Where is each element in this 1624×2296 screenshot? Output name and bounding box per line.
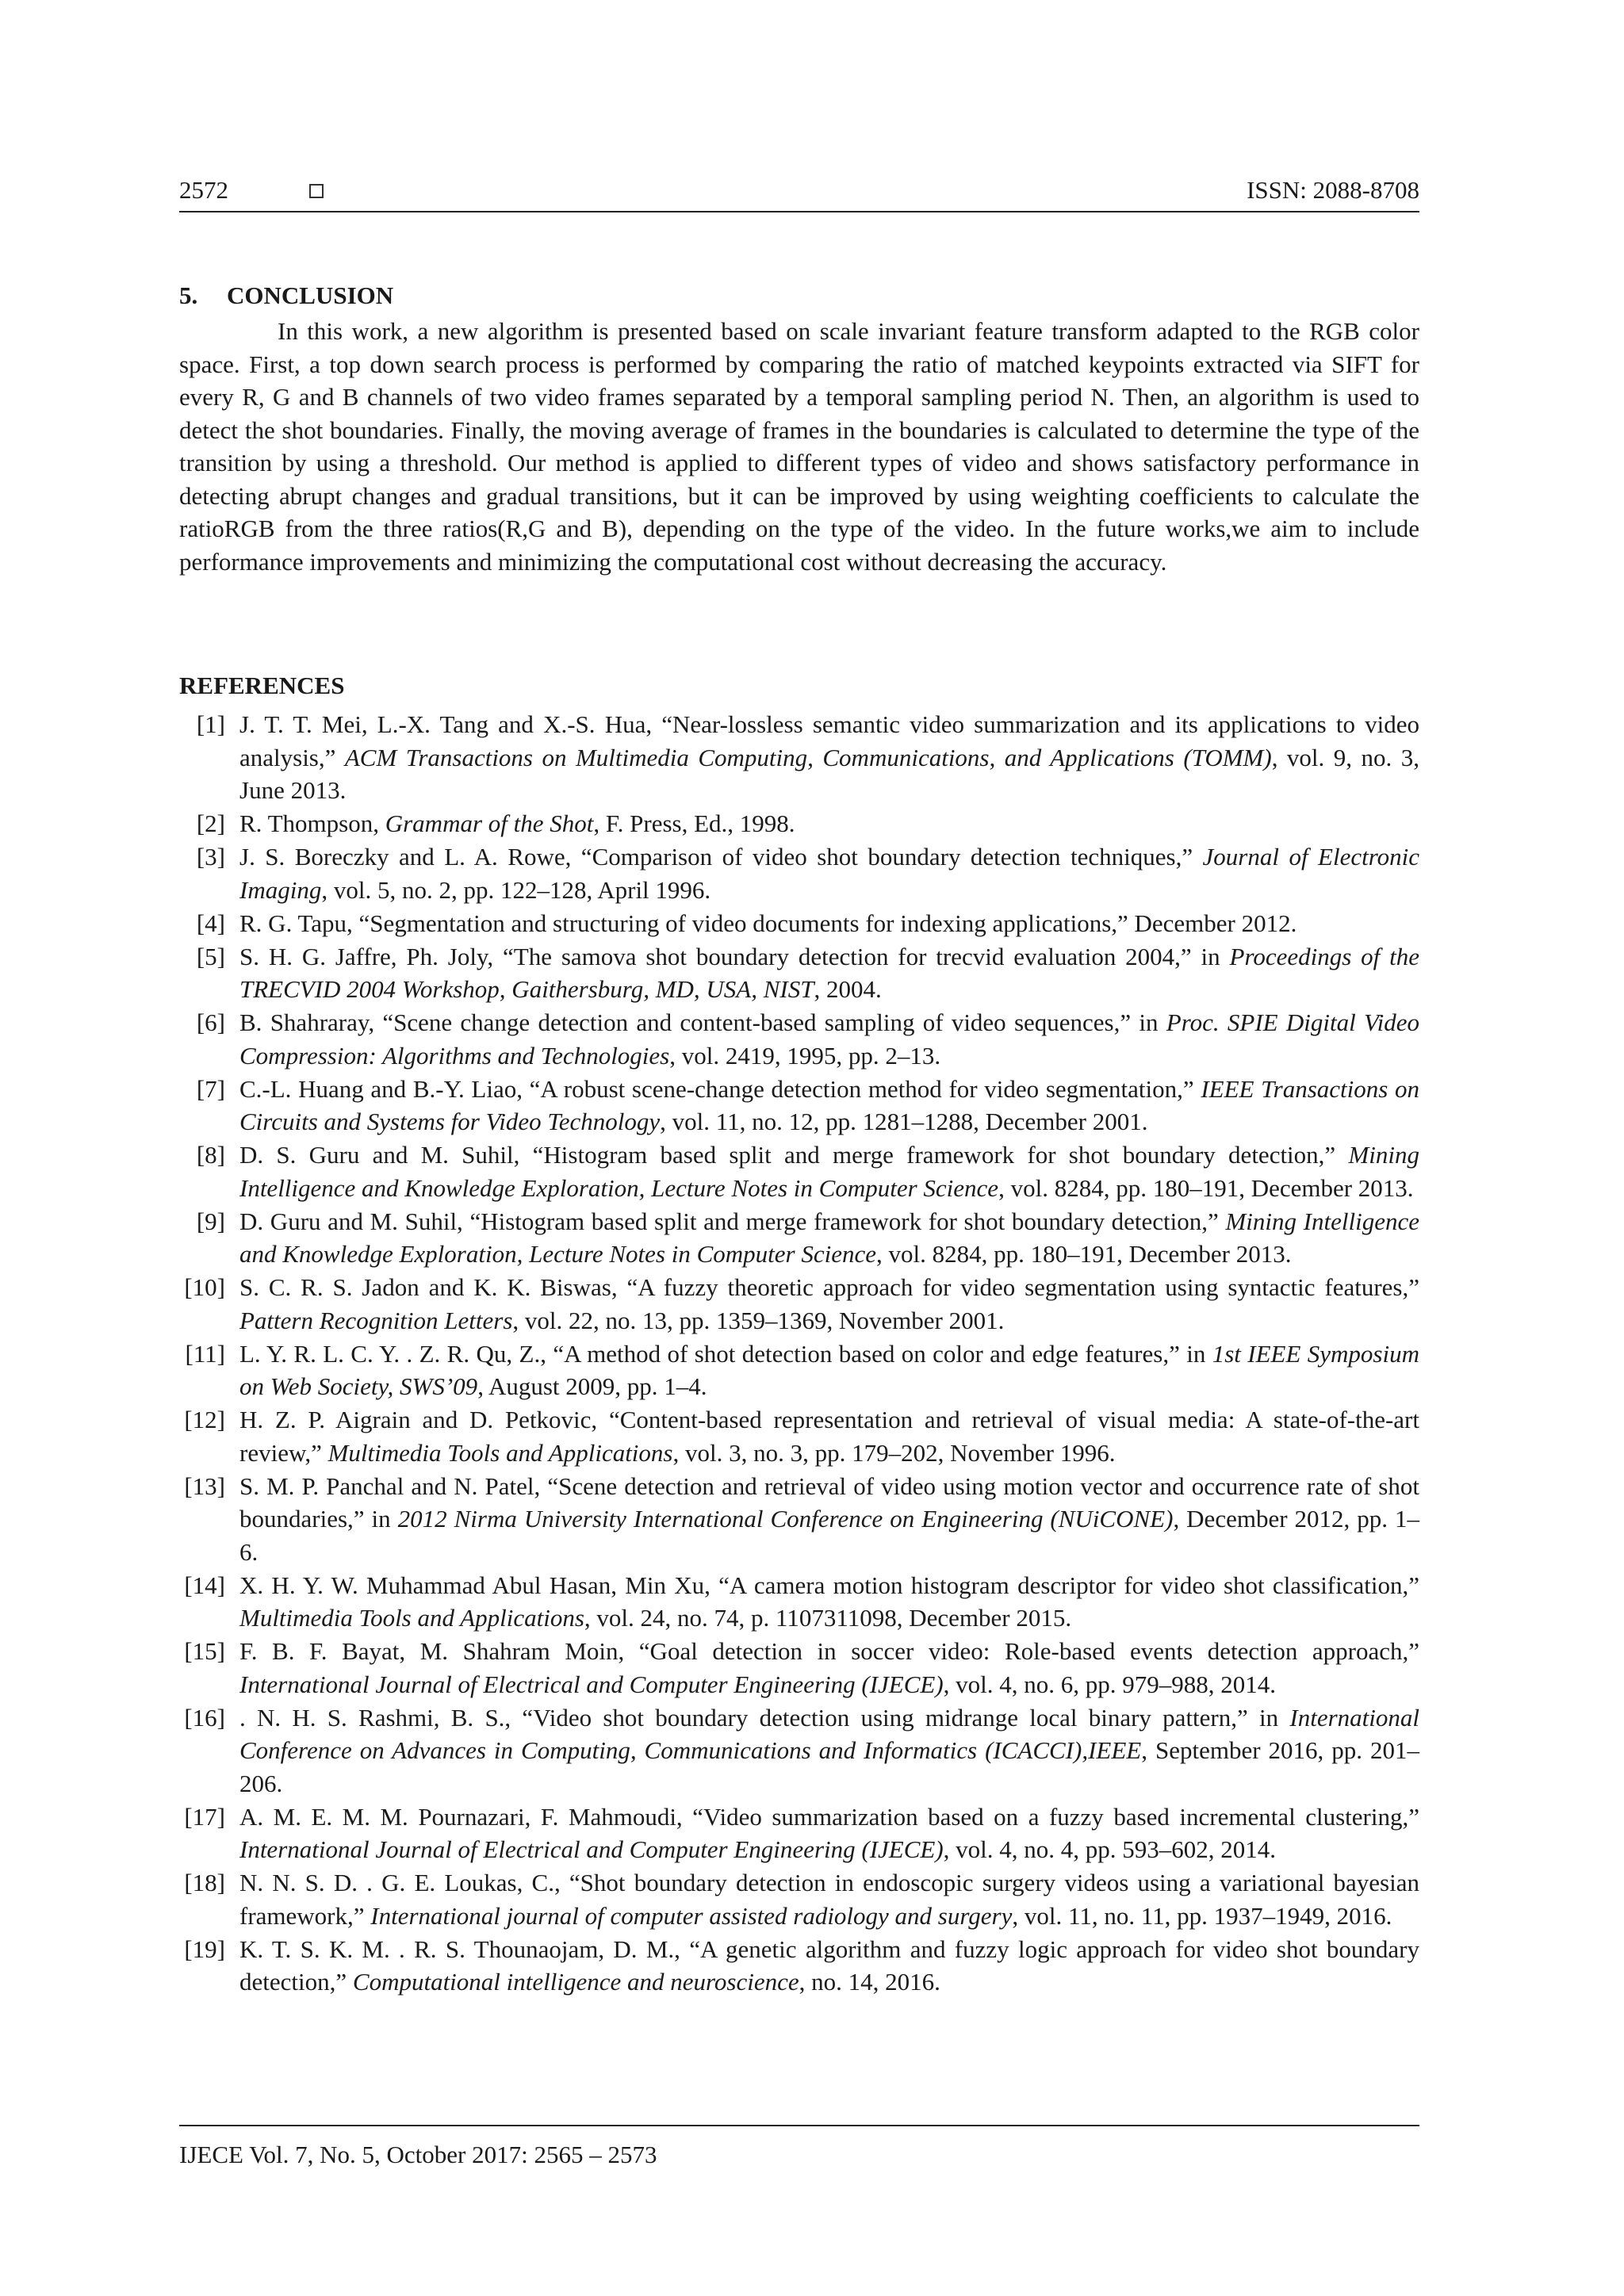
reference-authors-title: C.-L. Huang and B.-Y. Liao, “A robust scene-change detection method for video segmentation,” [239, 1074, 1201, 1103]
reference-details: , 2004. [814, 975, 882, 1003]
reference-venue: Multimedia Tools and Applications [327, 1438, 673, 1467]
reference-venue: Journal of Electronic Imaging [239, 843, 1419, 904]
reference-text [239, 710, 1419, 804]
reference-item [179, 807, 1419, 840]
reference-text [239, 1869, 1419, 1930]
reference-venue: Proceedings of the TRECVID 2004 Workshop, Gaithersburg, MD, USA, NIST [239, 942, 1420, 1003]
reference-number: [10] [184, 1273, 225, 1301]
page-number: 2572 [179, 176, 228, 204]
reference-authors-title: B. Shahraray, “Scene change detection and content-based sampling of video sequences,” in [239, 1008, 1166, 1036]
reference-number: [8] [196, 1141, 225, 1169]
page-header [179, 176, 1419, 212]
reference-details: , vol. 5, no. 2, pp. 122–128, April 1996. [321, 875, 711, 904]
reference-details: , vol. 4, no. 4, pp. 593–602, 2014. [943, 1835, 1277, 1863]
reference-text [239, 1075, 1419, 1136]
reference-authors-title: J. T. T. Mei, L.-X. Tang and X.-S. Hua, “Near-lossless semantic video summarization and its applications to video analysis,” [239, 710, 1419, 771]
reference-details: , August 2009, pp. 1–4. [477, 1372, 707, 1400]
reference-number: [4] [196, 909, 225, 937]
reference-number: [1] [196, 710, 225, 738]
reference-text [239, 843, 1419, 904]
reference-number: [14] [184, 1571, 225, 1599]
reference-venue: ACM Transactions on Multimedia Computing, Communications, and Applications (TOMM) [344, 743, 1272, 771]
section-title: CONCLUSION [227, 281, 394, 309]
reference-item [179, 1569, 1419, 1635]
reference-details: , vol. 3, no. 3, pp. 179–202, November 1996. [672, 1438, 1116, 1467]
reference-authors-title: S. C. R. S. Jadon and K. K. Biswas, “A fuzzy theoretic approach for video segmentation using syntactic features,” [239, 1273, 1419, 1301]
reference-text [239, 1637, 1419, 1698]
reference-number: [13] [184, 1471, 225, 1500]
reference-authors-title: L. Y. R. L. C. Y. . Z. R. Qu, Z., “A method of shot detection based on color and edge features,” in [239, 1339, 1212, 1368]
reference-item [179, 1271, 1419, 1337]
conclusion-paragraph: In this work, a new algorithm is presented based on scale invariant feature transform adapted to the RGB color space. First, a top down search process is performed by comparing the ratio of matched keypoints extracted via SIFT for every R, G and B channels of two video frames separated by a temporal sampling period N. Then, an algorithm is used to detect the shot boundaries. Finally, the moving average of frames in the boundaries is calculated to determine the type of the transition by using a threshold. Our method is applied to different types of video and shows satisfactory performance in detecting abrupt changes and gradual transitions, but it can be improved by using weighting coefficients to calculate the ratioRGB from the three ratios(R,G and B), depending on the type of the video. In the future works,we aim to include performance improvements and minimizing the computational cost without decreasing the accuracy. [179, 317, 1419, 576]
reference-text [239, 1571, 1419, 1632]
footer-citation: IJECE Vol. 7, No. 5, October 2017: 2565 – 2573 [179, 2141, 657, 2168]
reference-number: [5] [196, 942, 225, 970]
reference-authors-title: X. H. Y. W. Muhammad Abul Hasan, Min Xu, “A camera motion histogram descriptor for video shot classification,” [239, 1571, 1419, 1599]
reference-authors-title: H. Z. P. Aigrain and D. Petkovic, “Content-based representation and retrieval of visual media: A state-of-the-art review,” [239, 1406, 1419, 1467]
reference-item [179, 708, 1419, 807]
reference-text [239, 1008, 1419, 1070]
page-footer [179, 2125, 1419, 2168]
reference-details: , vol. 8284, pp. 180–191, December 2013. [998, 1173, 1414, 1202]
reference-authors-title: D. S. Guru and M. Suhil, “Histogram based split and merge framework for shot boundary detection,” [239, 1141, 1349, 1169]
conclusion-heading [179, 281, 393, 310]
reference-venue: 2012 Nirma University International Conference on Engineering (NUiCONE) [397, 1505, 1174, 1533]
reference-text [239, 1935, 1419, 1996]
reference-item [179, 1701, 1419, 1800]
reference-text [239, 943, 1419, 1004]
references-heading: REFERENCES [179, 672, 345, 699]
reference-text [239, 1472, 1419, 1566]
reference-venue: Pattern Recognition Letters [239, 1306, 513, 1334]
reference-venue: Proc. SPIE Digital Video Compression: Algorithms and Technologies [239, 1008, 1419, 1070]
reference-item [179, 1933, 1419, 1999]
reference-details: , vol. 22, no. 13, pp. 1359–1369, November 2001. [512, 1306, 1005, 1334]
reference-item [179, 940, 1419, 1006]
reference-number: [9] [196, 1207, 225, 1235]
reference-text [239, 1273, 1419, 1334]
reference-text [239, 809, 795, 837]
reference-number: [17] [184, 1802, 225, 1831]
reference-authors-title: . N. H. S. Rashmi, B. S., “Video shot boundary detection using midrange local binary pattern,” in [239, 1703, 1290, 1732]
reference-item [179, 1073, 1419, 1138]
reference-number: [18] [184, 1869, 225, 1896]
reference-number: [2] [196, 809, 225, 837]
reference-number: [19] [184, 1934, 225, 1963]
reference-item [179, 1403, 1419, 1469]
reference-text [239, 1340, 1419, 1401]
reference-item [179, 1138, 1419, 1204]
reference-authors-title: D. Guru and M. Suhil, “Histogram based split and merge framework for shot boundary detection,” [239, 1207, 1226, 1235]
reference-venue: International Journal of Electrical and Computer Engineering (IJECE) [239, 1835, 944, 1863]
reference-authors-title: R. G. Tapu, “Segmentation and structuring of video documents for indexing applications,” December 2012. [239, 909, 1297, 937]
reference-text [239, 909, 1297, 937]
reference-authors-title: A. M. E. M. M. Pournazari, F. Mahmoudi, “Video summarization based on a fuzzy based incremental clustering,” [239, 1802, 1419, 1831]
reference-number: [12] [184, 1406, 225, 1433]
reference-text [239, 1704, 1419, 1797]
reference-item [179, 1337, 1419, 1403]
reference-item [179, 1470, 1419, 1569]
reference-item [179, 840, 1419, 906]
reference-details: , December 2012, pp. 1–6. [239, 1505, 1419, 1566]
reference-authors-title: N. N. S. D. . G. E. Loukas, C., “Shot boundary detection in endoscopic surgery videos using a variational bayesian framework,” [239, 1869, 1419, 1930]
reference-text [239, 1406, 1419, 1467]
reference-authors-title: S. M. P. Panchal and N. Patel, “Scene detection and retrieval of video using motion vector and occurrence rate of shot boundaries,” in [239, 1471, 1419, 1533]
reference-details: , vol. 11, no. 11, pp. 1937–1949, 2016. [1012, 1901, 1392, 1930]
reference-details: , vol. 8284, pp. 180–191, December 2013. [876, 1240, 1292, 1268]
reference-item [179, 1006, 1419, 1072]
reference-details: , no. 14, 2016. [799, 1968, 940, 1996]
reference-authors-title: K. T. S. K. M. . R. S. Thounaojam, D. M., “A genetic algorithm and fuzzy logic approach for video shot boundary detection,” [239, 1934, 1419, 1996]
separator-box-icon [309, 184, 324, 198]
reference-item [179, 1800, 1419, 1866]
reference-details: , vol. 11, no. 12, pp. 1281–1288, December 2001. [660, 1108, 1148, 1135]
section-number: 5. [179, 281, 198, 309]
reference-list [179, 708, 1419, 1999]
reference-authors-title: R. Thompson, [239, 809, 385, 837]
reference-authors-title: J. S. Boreczky and L. A. Rowe, “Comparison of video shot boundary detection techniques,” [239, 843, 1203, 871]
reference-venue: 1st IEEE Symposium on Web Society, SWS’09 [239, 1339, 1419, 1400]
reference-details: , F. Press, Ed., 1998. [593, 809, 795, 837]
reference-venue: International journal of computer assisted radiology and surgery [370, 1901, 1013, 1930]
reference-details: , vol. 24, no. 74, p. 1107311098, December 2015. [584, 1604, 1072, 1632]
reference-number: [3] [196, 843, 225, 871]
reference-number: [7] [196, 1074, 225, 1103]
reference-number: [6] [196, 1008, 225, 1036]
reference-venue: IEEE Transactions on Circuits and Systems for Video Technology [239, 1074, 1419, 1135]
journal-issn: ISSN: 2088-8708 [1247, 176, 1419, 204]
reference-venue: International Journal of Electrical and Computer Engineering (IJECE) [239, 1670, 944, 1698]
reference-details: , September 2016, pp. 201–206. [239, 1736, 1419, 1797]
reference-venue: Mining Intelligence and Knowledge Exploration, Lecture Notes in Computer Science [239, 1141, 1419, 1202]
reference-number: [15] [184, 1637, 225, 1665]
reference-authors-title: F. B. F. Bayat, M. Shahram Moin, “Goal detection in soccer video: Role-based events detection approach,” [239, 1637, 1419, 1665]
reference-text [239, 1207, 1419, 1269]
reference-text [239, 1141, 1419, 1202]
reference-venue: Mining Intelligence and Knowledge Exploration, Lecture Notes in Computer Science [239, 1207, 1419, 1268]
reference-item [179, 907, 1419, 940]
reference-venue: Multimedia Tools and Applications [239, 1604, 584, 1632]
reference-item [179, 1866, 1419, 1932]
reference-details: , vol. 2419, 1995, pp. 2–13. [669, 1041, 941, 1070]
reference-venue: Computational intelligence and neuroscience [352, 1968, 799, 1996]
reference-number: [16] [184, 1703, 225, 1732]
reference-number: [11] [185, 1339, 225, 1368]
reference-details: , vol. 4, no. 6, pp. 979–988, 2014. [943, 1670, 1277, 1698]
reference-venue: International Conference on Advances in Computing, Communications and Informatics (ICACCI),IEEE [239, 1703, 1419, 1764]
reference-venue: Grammar of the Shot [385, 809, 594, 837]
reference-authors-title: S. H. G. Jaffre, Ph. Joly, “The samova shot boundary detection for trecvid evaluation 2004,” in [239, 942, 1230, 970]
reference-item [179, 1205, 1419, 1271]
reference-item [179, 1635, 1419, 1701]
reference-text [239, 1803, 1419, 1864]
reference-details: , vol. 9, no. 3, June 2013. [239, 743, 1419, 804]
